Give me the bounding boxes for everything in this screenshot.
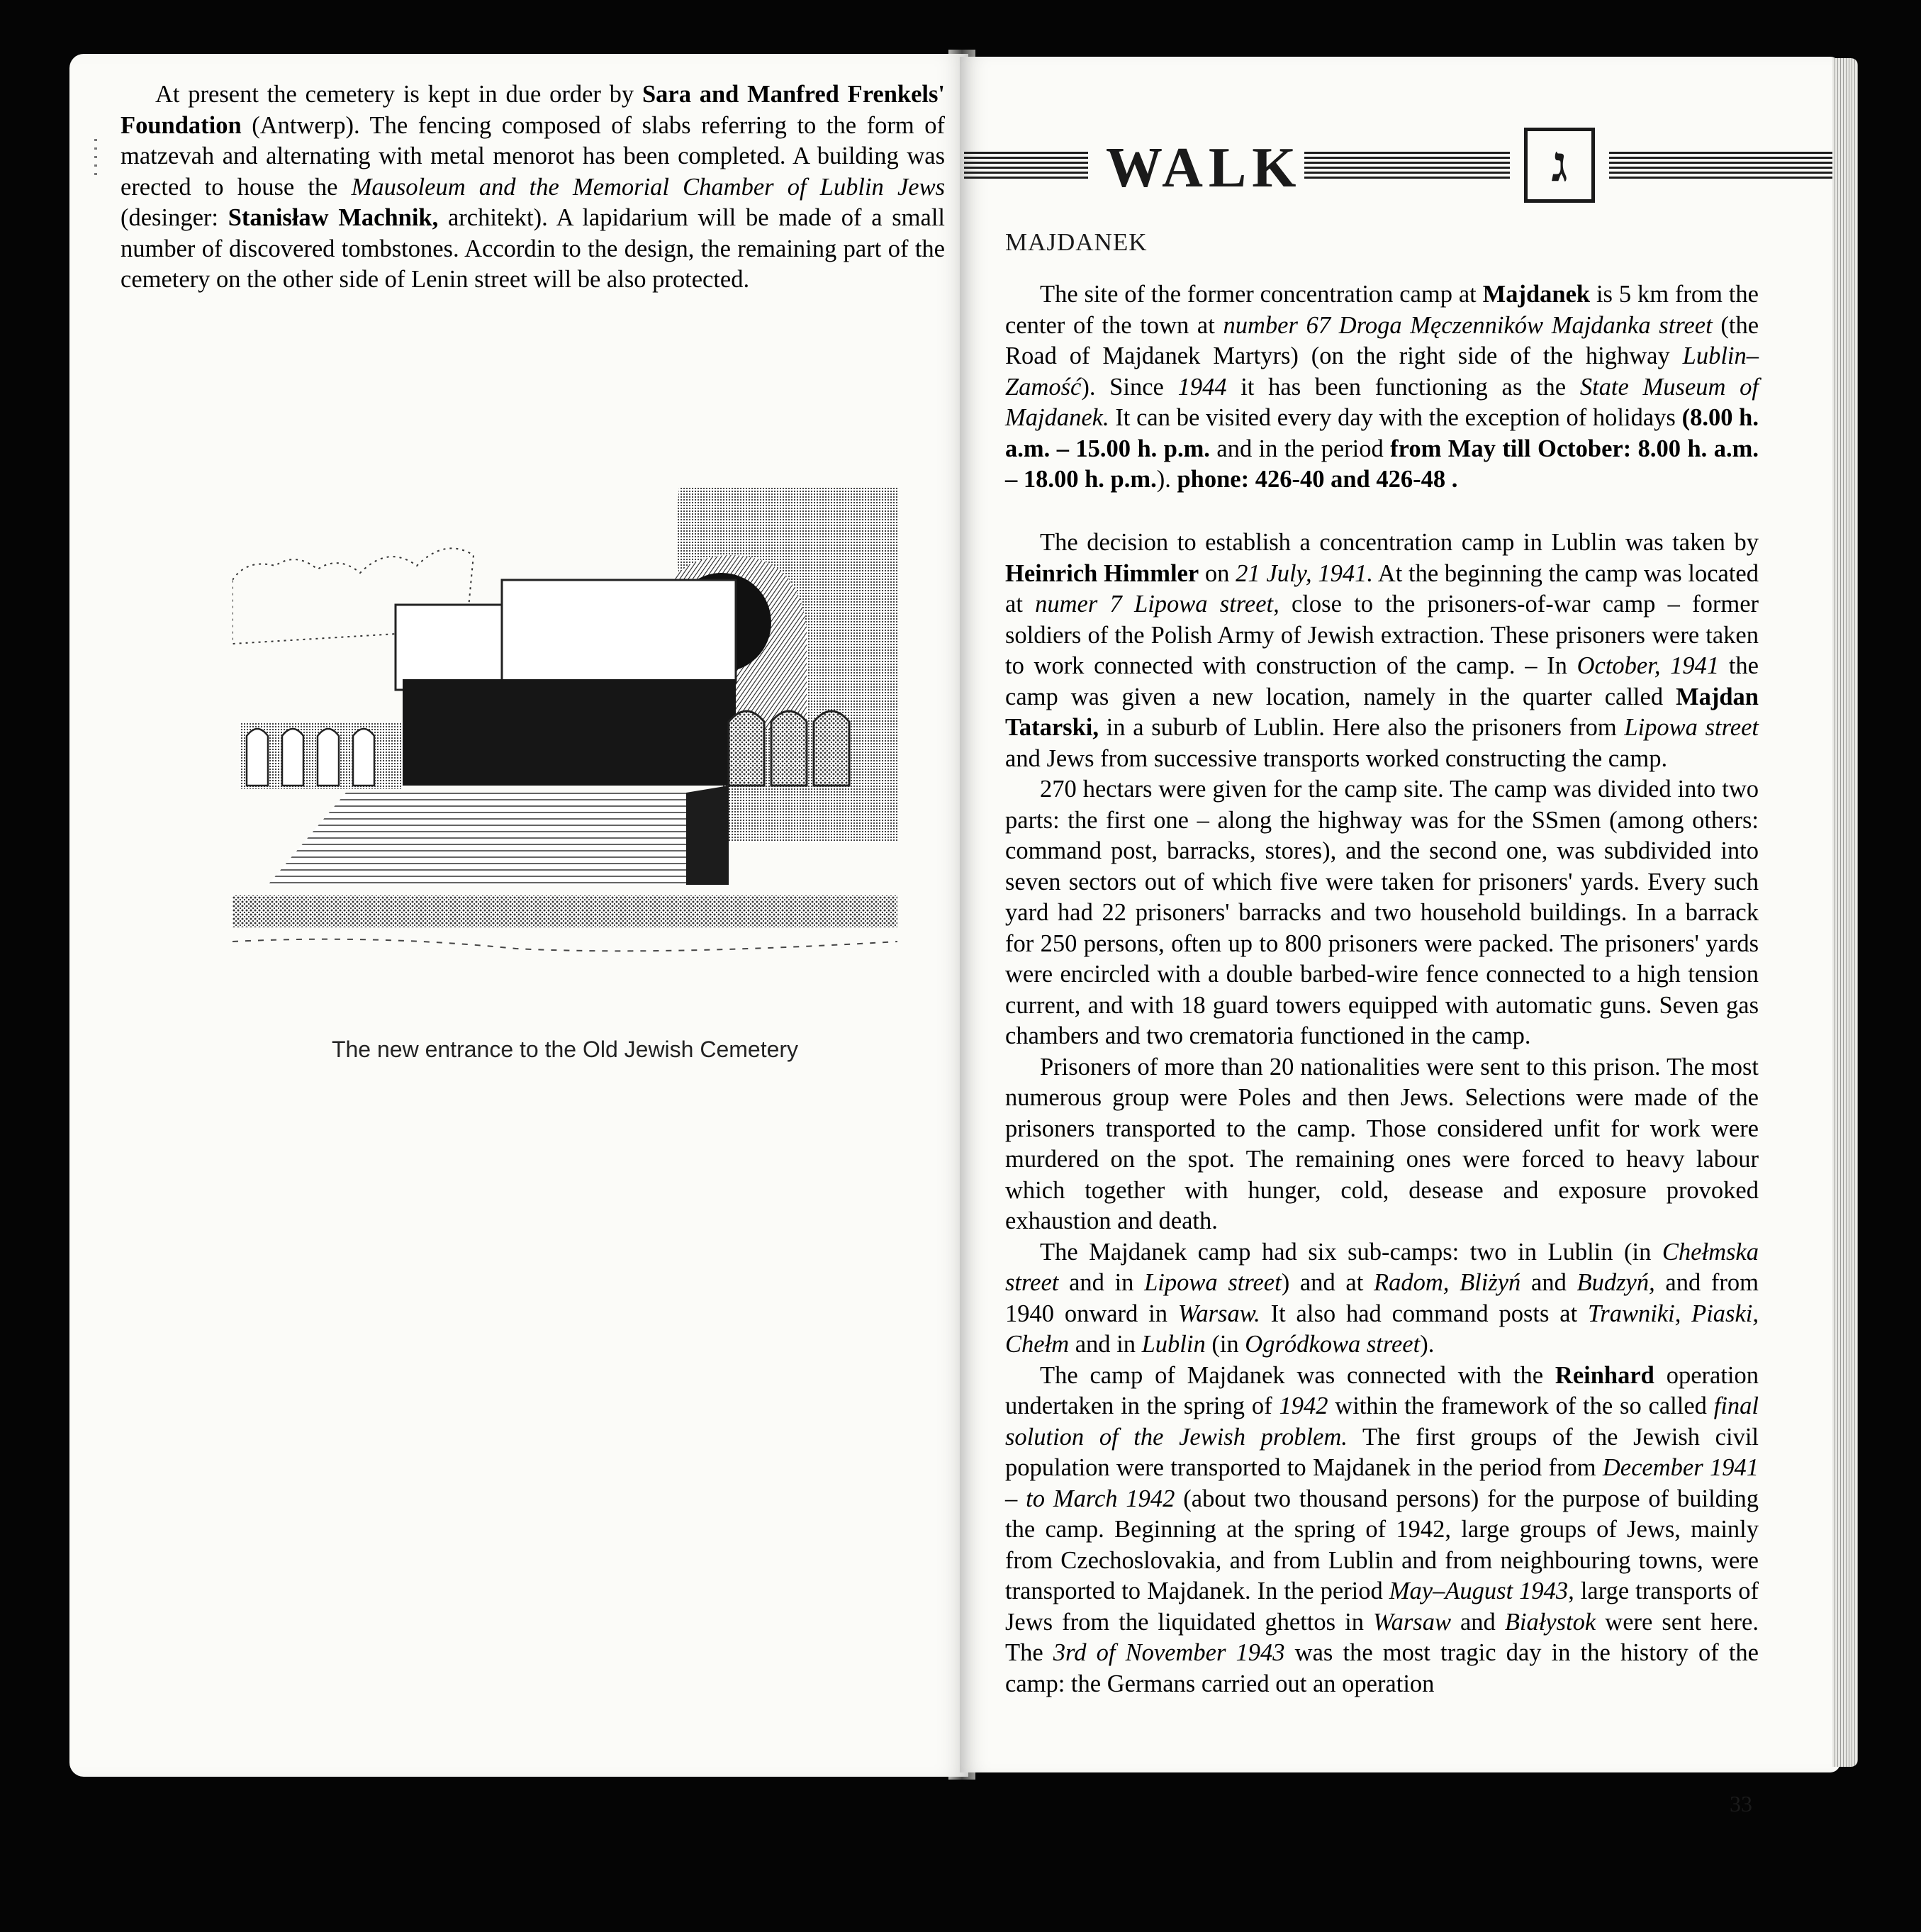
- bold-text-run: Sara and Manfred Frenkels' Foundation: [121, 81, 945, 139]
- history-paragraph: [1005, 527, 1759, 774]
- bold-text-run: from May till October: 8.00 h. a.m. – 18.00 h. p.m.: [1005, 435, 1759, 493]
- text-run: operation undertaken in the spring of: [1005, 1361, 1759, 1419]
- margin-dots: [94, 139, 97, 182]
- italic-text-run: number 67 Droga Męczenników Majdanka street: [1223, 311, 1713, 339]
- italic-text-run: December 1941 – to March 1942: [1005, 1454, 1759, 1512]
- italic-text-run: Budzyń,: [1576, 1269, 1655, 1296]
- text-run: and in the period: [1209, 435, 1391, 462]
- text-run: were sent here. The: [1005, 1608, 1759, 1666]
- bold-text-run: Reinhard: [1555, 1361, 1654, 1389]
- text-run: (the Road of Majdanek Martyrs) (on the right side of the highway: [1005, 311, 1759, 369]
- bold-text-run: Stanisław Machnik,: [228, 204, 439, 231]
- text-run: (in: [1205, 1331, 1245, 1358]
- intro-paragraph: [1005, 279, 1759, 496]
- italic-text-run: May–August 1943,: [1389, 1578, 1574, 1604]
- text-run: ).: [1156, 466, 1177, 493]
- header-rule-right: [1609, 152, 1832, 182]
- italic-text-run: October, 1941: [1576, 652, 1720, 679]
- text-run: close to the prisoners-of-war camp – former soldiers of the Polish Army of Jewish extraction. These prisoners were taken to work connected with construction of the camp. – In: [1005, 591, 1759, 679]
- history-paragraph: [1005, 1052, 1759, 1237]
- walk-header: [964, 128, 1832, 206]
- bold-text-run: Majdanek: [1482, 281, 1591, 308]
- text-run: ).: [1420, 1331, 1435, 1358]
- text-run: (Antwerp). The fencing composed of slabs referring to the form of matzevah and alternating with metal menorot has been completed. A building was erected to house the: [121, 111, 945, 201]
- italic-text-run: 3rd of November 1943: [1053, 1639, 1285, 1666]
- text-run: and in: [1069, 1331, 1142, 1358]
- left-page-paragraph: [121, 79, 945, 296]
- italic-text-run: Radom, Bliżyń: [1374, 1269, 1521, 1296]
- text-run: and from 1940 onward in: [1005, 1269, 1759, 1327]
- text-run: Prisoners of more than 20 nationalities were sent to this prison. The most numerous group were Poles and then Jews. Selections were made of the prisoners transported to the camp. Those considered unfit for work were murdered on the spot. The remaining ones were forced to heavy labour which together with hunger, cold, desease and exposure provoked exhaustion and death.: [1005, 1053, 1759, 1234]
- text-run: and in: [1058, 1269, 1145, 1296]
- page-edges: [1832, 58, 1858, 1767]
- text-run: At present the cemetery is kept in due order by: [155, 81, 642, 108]
- entrance-stairs: [268, 793, 686, 885]
- menorah-arches-right: [729, 711, 849, 786]
- history-paragraph: [1005, 1237, 1759, 1361]
- stair-wall-right: [686, 786, 729, 885]
- italic-text-run: 1942: [1279, 1392, 1328, 1419]
- text-run: 270 hectars were given for the camp site. The camp was divided into two parts: the first one – along the highway was for the SSmen (among others: command post, barracks, stores), and the second one, was subdivided into seven sectors out of which five were taken for prisoners' yards. Every such yard had 22 prisoners' barracks and two household buildings. In a barrack for 250 persons, often up to 800 prisoners were packed. The prisoners' yards were encircled with a double barbed-wire fence connected to a high tension current, and with 18 guard towers equipped with automatic guns. Seven gas chambers and two crematoria functioned in the camp.: [1005, 776, 1759, 1049]
- text-run: ). Since: [1081, 373, 1178, 401]
- italic-text-run: Chełmska street: [1005, 1238, 1759, 1296]
- hebrew-letter-box: ג: [1524, 128, 1595, 203]
- majdanek-intro: [1005, 279, 1759, 496]
- text-run: (about two thousand persons) for the purpose of building the camp. Beginning at the spring of 1942, large groups of Jews, mainly from Czechoslovakia, and from Lublin and from neighbouring towns, were transported to Majdanek. In the period: [1005, 1485, 1759, 1604]
- italic-text-run: Mausoleum and the Memorial Chamber of Lublin Jews: [351, 173, 946, 201]
- majdanek-history: [1005, 527, 1759, 1699]
- text-run: At the beginning the camp was located at: [1005, 559, 1759, 618]
- walk-title: WALK: [1106, 137, 1302, 199]
- italic-text-run: Lipowa street: [1624, 714, 1759, 741]
- text-run: The Majdanek camp had six sub-camps: two in Lublin (in: [1040, 1238, 1662, 1266]
- text-run: The first groups of the Jewish civil population were transported to Majdanek in the period from: [1005, 1423, 1759, 1481]
- text-run: and: [1520, 1269, 1577, 1296]
- italic-text-run: Trawniki, Piaski, Chełm: [1005, 1300, 1759, 1358]
- text-run: The camp of Majdanek was connected with the: [1040, 1361, 1555, 1389]
- text-run: the camp was given a new location, namely in the quarter called: [1005, 652, 1759, 710]
- text-run: and: [1450, 1608, 1505, 1636]
- text-run: and Jews from successive transports worked constructing the camp.: [1005, 744, 1668, 772]
- bold-text-run: Heinrich Himmler: [1005, 559, 1199, 587]
- header-rule-middle: [1304, 152, 1510, 182]
- bold-text-run: Majdan Tatarski,: [1005, 683, 1759, 741]
- italic-text-run: Białystok: [1504, 1608, 1596, 1636]
- bold-text-run: phone: 426-40 and 426-48 .: [1177, 466, 1458, 493]
- italic-text-run: 21 July, 1941.: [1236, 559, 1373, 587]
- ground-texture: [233, 939, 897, 951]
- page-number: 33: [1730, 1791, 1752, 1816]
- italic-text-run: 1944: [1177, 373, 1227, 401]
- text-run: The site of the former concentration camp at: [1040, 281, 1483, 308]
- section-heading: MAJDANEK: [1005, 228, 1148, 256]
- text-run: It can be visited every day with the exception of holidays: [1109, 404, 1682, 431]
- history-paragraph: [1005, 774, 1759, 1052]
- italic-text-run: Warsaw.: [1177, 1300, 1260, 1327]
- text-run: was the most tragic day in the history of the camp: the Germans carried out an operation: [1005, 1639, 1759, 1697]
- cemetery-entrance-illustration: [233, 488, 897, 977]
- cemetery-paragraph: [121, 79, 945, 296]
- italic-text-run: final solution of the Jewish problem.: [1005, 1392, 1759, 1451]
- text-run: The decision to establish a concentration camp in Lublin was taken by: [1040, 529, 1759, 556]
- text-run: it has been functioning as the: [1226, 373, 1580, 401]
- italic-text-run: numer 7 Lipowa street,: [1035, 591, 1279, 618]
- text-run: in a suburb of Lublin. Here also the prisoners from: [1098, 714, 1625, 741]
- text-run: ) and at: [1281, 1269, 1374, 1296]
- italic-text-run: Lublin: [1141, 1331, 1206, 1358]
- ground-band: [233, 895, 897, 927]
- italic-text-run: Ogródkowa street: [1245, 1331, 1421, 1358]
- text-run: It also had command posts at: [1260, 1300, 1588, 1327]
- text-run: on: [1199, 559, 1236, 587]
- text-run: within the framework of the so called: [1328, 1392, 1714, 1419]
- illustration-caption: The new entrance to the Old Jewish Cemetery: [331, 1037, 799, 1062]
- building-block-main: [502, 580, 736, 683]
- text-run: (desinger:: [121, 204, 228, 231]
- text-run: is 5 km from the center of the town at: [1005, 281, 1759, 339]
- italic-text-run: Lublin–Zamość: [1005, 342, 1759, 401]
- text-run: large transports of Jews from the liquidated ghettos in: [1005, 1578, 1759, 1636]
- menorah-fence-left: [240, 722, 403, 789]
- italic-text-run: Lipowa street: [1144, 1269, 1282, 1296]
- building-block-left: [396, 605, 502, 690]
- building-shadow: [403, 679, 736, 786]
- header-rule-left: [964, 152, 1088, 182]
- italic-text-run: State Museum of Majdanek.: [1005, 373, 1759, 431]
- italic-text-run: Warsaw: [1373, 1608, 1451, 1636]
- history-paragraph: [1005, 1361, 1759, 1700]
- text-run: architekt). A lapidarium will be made of a small number of discovered tombstones. Accordin to the design, the remaining part of the cemetery on the other side of Lenin street will be also protected.: [121, 204, 945, 293]
- bold-text-run: (8.00 h. a.m. – 15.00 h. p.m.: [1005, 404, 1759, 462]
